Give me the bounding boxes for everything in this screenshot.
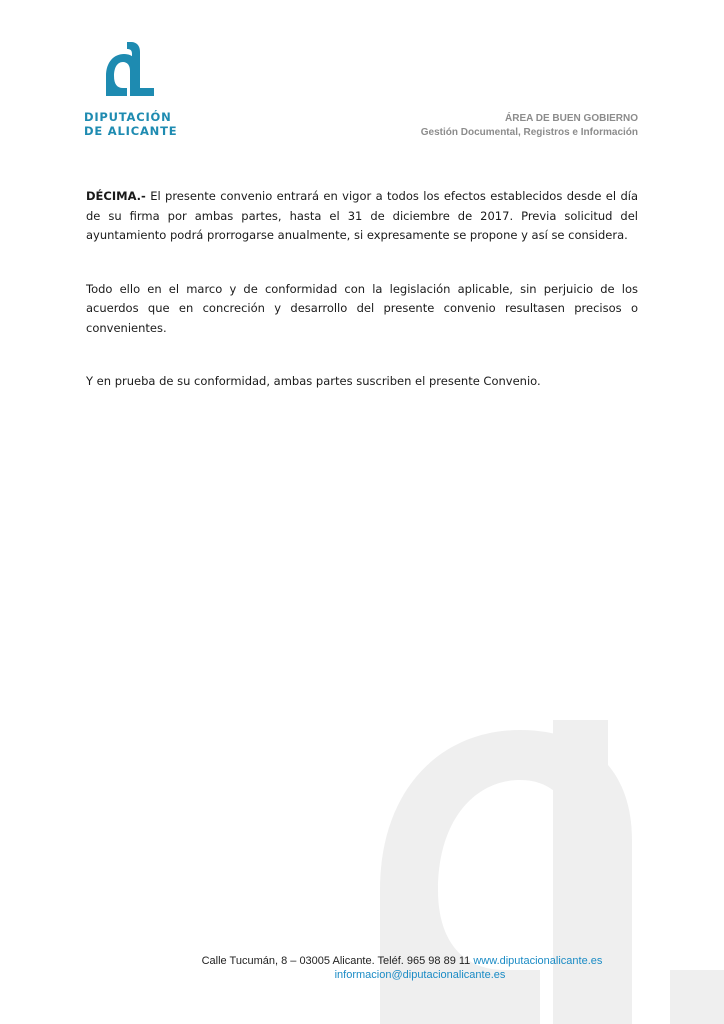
clause-label: DÉCIMA.- <box>86 189 146 203</box>
logo-line-1: DIPUTACIÓN <box>84 110 172 124</box>
department-title: ÁREA DE BUEN GOBIERNO <box>505 113 638 124</box>
clause-paragraph <box>86 187 638 246</box>
department-subtitle: Gestión Documental, Registros e Información <box>420 127 638 138</box>
document-body <box>86 187 638 392</box>
al-monogram-logo-icon <box>102 40 158 98</box>
department-header <box>421 112 638 140</box>
footer-address: Calle Tucumán, 8 – 03005 Alicante. Teléf. 965 98 89 11 <box>201 955 474 967</box>
page-footer <box>0 954 724 982</box>
email-link[interactable]: informacion@diputacionalicante.es <box>334 969 506 981</box>
legislation-paragraph: Todo ello en el marco y de conformidad con la legislación aplicable, sin perjuicio de los acuerdos que en concreción y desarrollo del presente convenio resultasen precisos o convenientes. <box>86 281 638 335</box>
logo-line-2: DE ALICANTE <box>84 124 178 138</box>
logo-wordmark <box>84 110 194 138</box>
footer-line-2 <box>0 968 724 982</box>
website-link[interactable]: www.diputacionalicante.es <box>473 955 603 967</box>
clause-text: El presente convenio entrará en vigor a todos los efectos establecidos desde el día de su firma por ambas partes, hasta el 31 de diciembre de 2017. Previa solicitud del ayuntamiento podrá prorrogarse anualmente, si expresamente se propone y así se considera. <box>86 189 638 242</box>
footer-line-1 <box>0 954 724 968</box>
conformity-paragraph: Y en prueba de su conformidad, ambas partes suscriben el presente Convenio. <box>86 374 541 388</box>
